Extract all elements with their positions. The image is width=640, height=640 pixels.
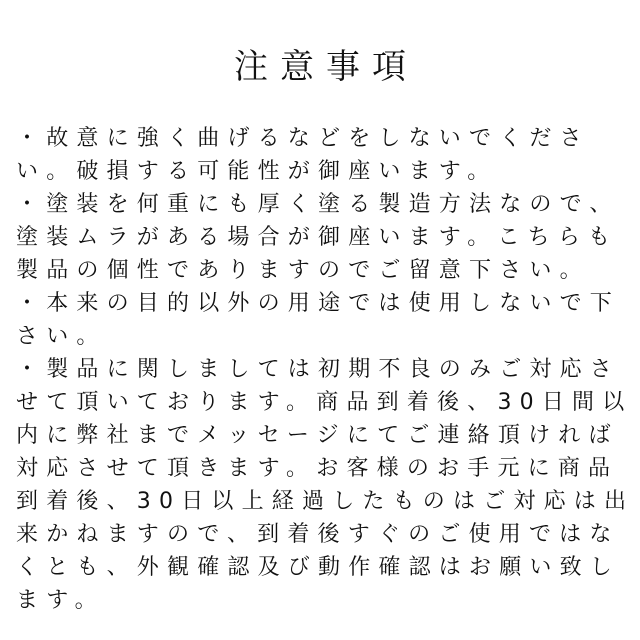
notice-line: ・塗装を何重にも厚く塗る製造方法なので、 [16, 192, 620, 217]
notice-line: くとも、外観確認及び動作確認はお願い致し [16, 555, 621, 580]
notice-line: ・製品に関しましては初期不良のみご対応さ [16, 357, 621, 382]
notice-line: ・本来の目的以外の用途では使用しないで下 [16, 291, 621, 316]
page-title: 注意事項 [234, 47, 418, 87]
notice-line: ・故意に強く曲げるなどをしないでくださ [16, 126, 590, 151]
notice-line: い。破損する可能性が御座います。 [16, 159, 498, 184]
notice-line: 内に弊社までメッセージにてご連絡頂ければ [16, 423, 619, 448]
notice-line: せて頂いております。商品到着後、30日間以 [16, 390, 633, 415]
notice-line: 来かねますので、到着後すぐのご使用ではな [16, 522, 620, 547]
notice-line: 到着後、30日以上経過したものはご対応は出 [16, 489, 635, 514]
notice-line: さい。 [16, 324, 107, 349]
notice-line: ます。 [16, 588, 105, 613]
notice-line: 塗装ムラがある場合が御座います。こちらも [16, 225, 619, 250]
notice-line: 対応させて頂きます。お客様のお手元に商品 [16, 456, 619, 481]
notice-line: 製品の個性でありますのでご留意下さい。 [16, 258, 590, 283]
notice-body [16, 122, 635, 617]
